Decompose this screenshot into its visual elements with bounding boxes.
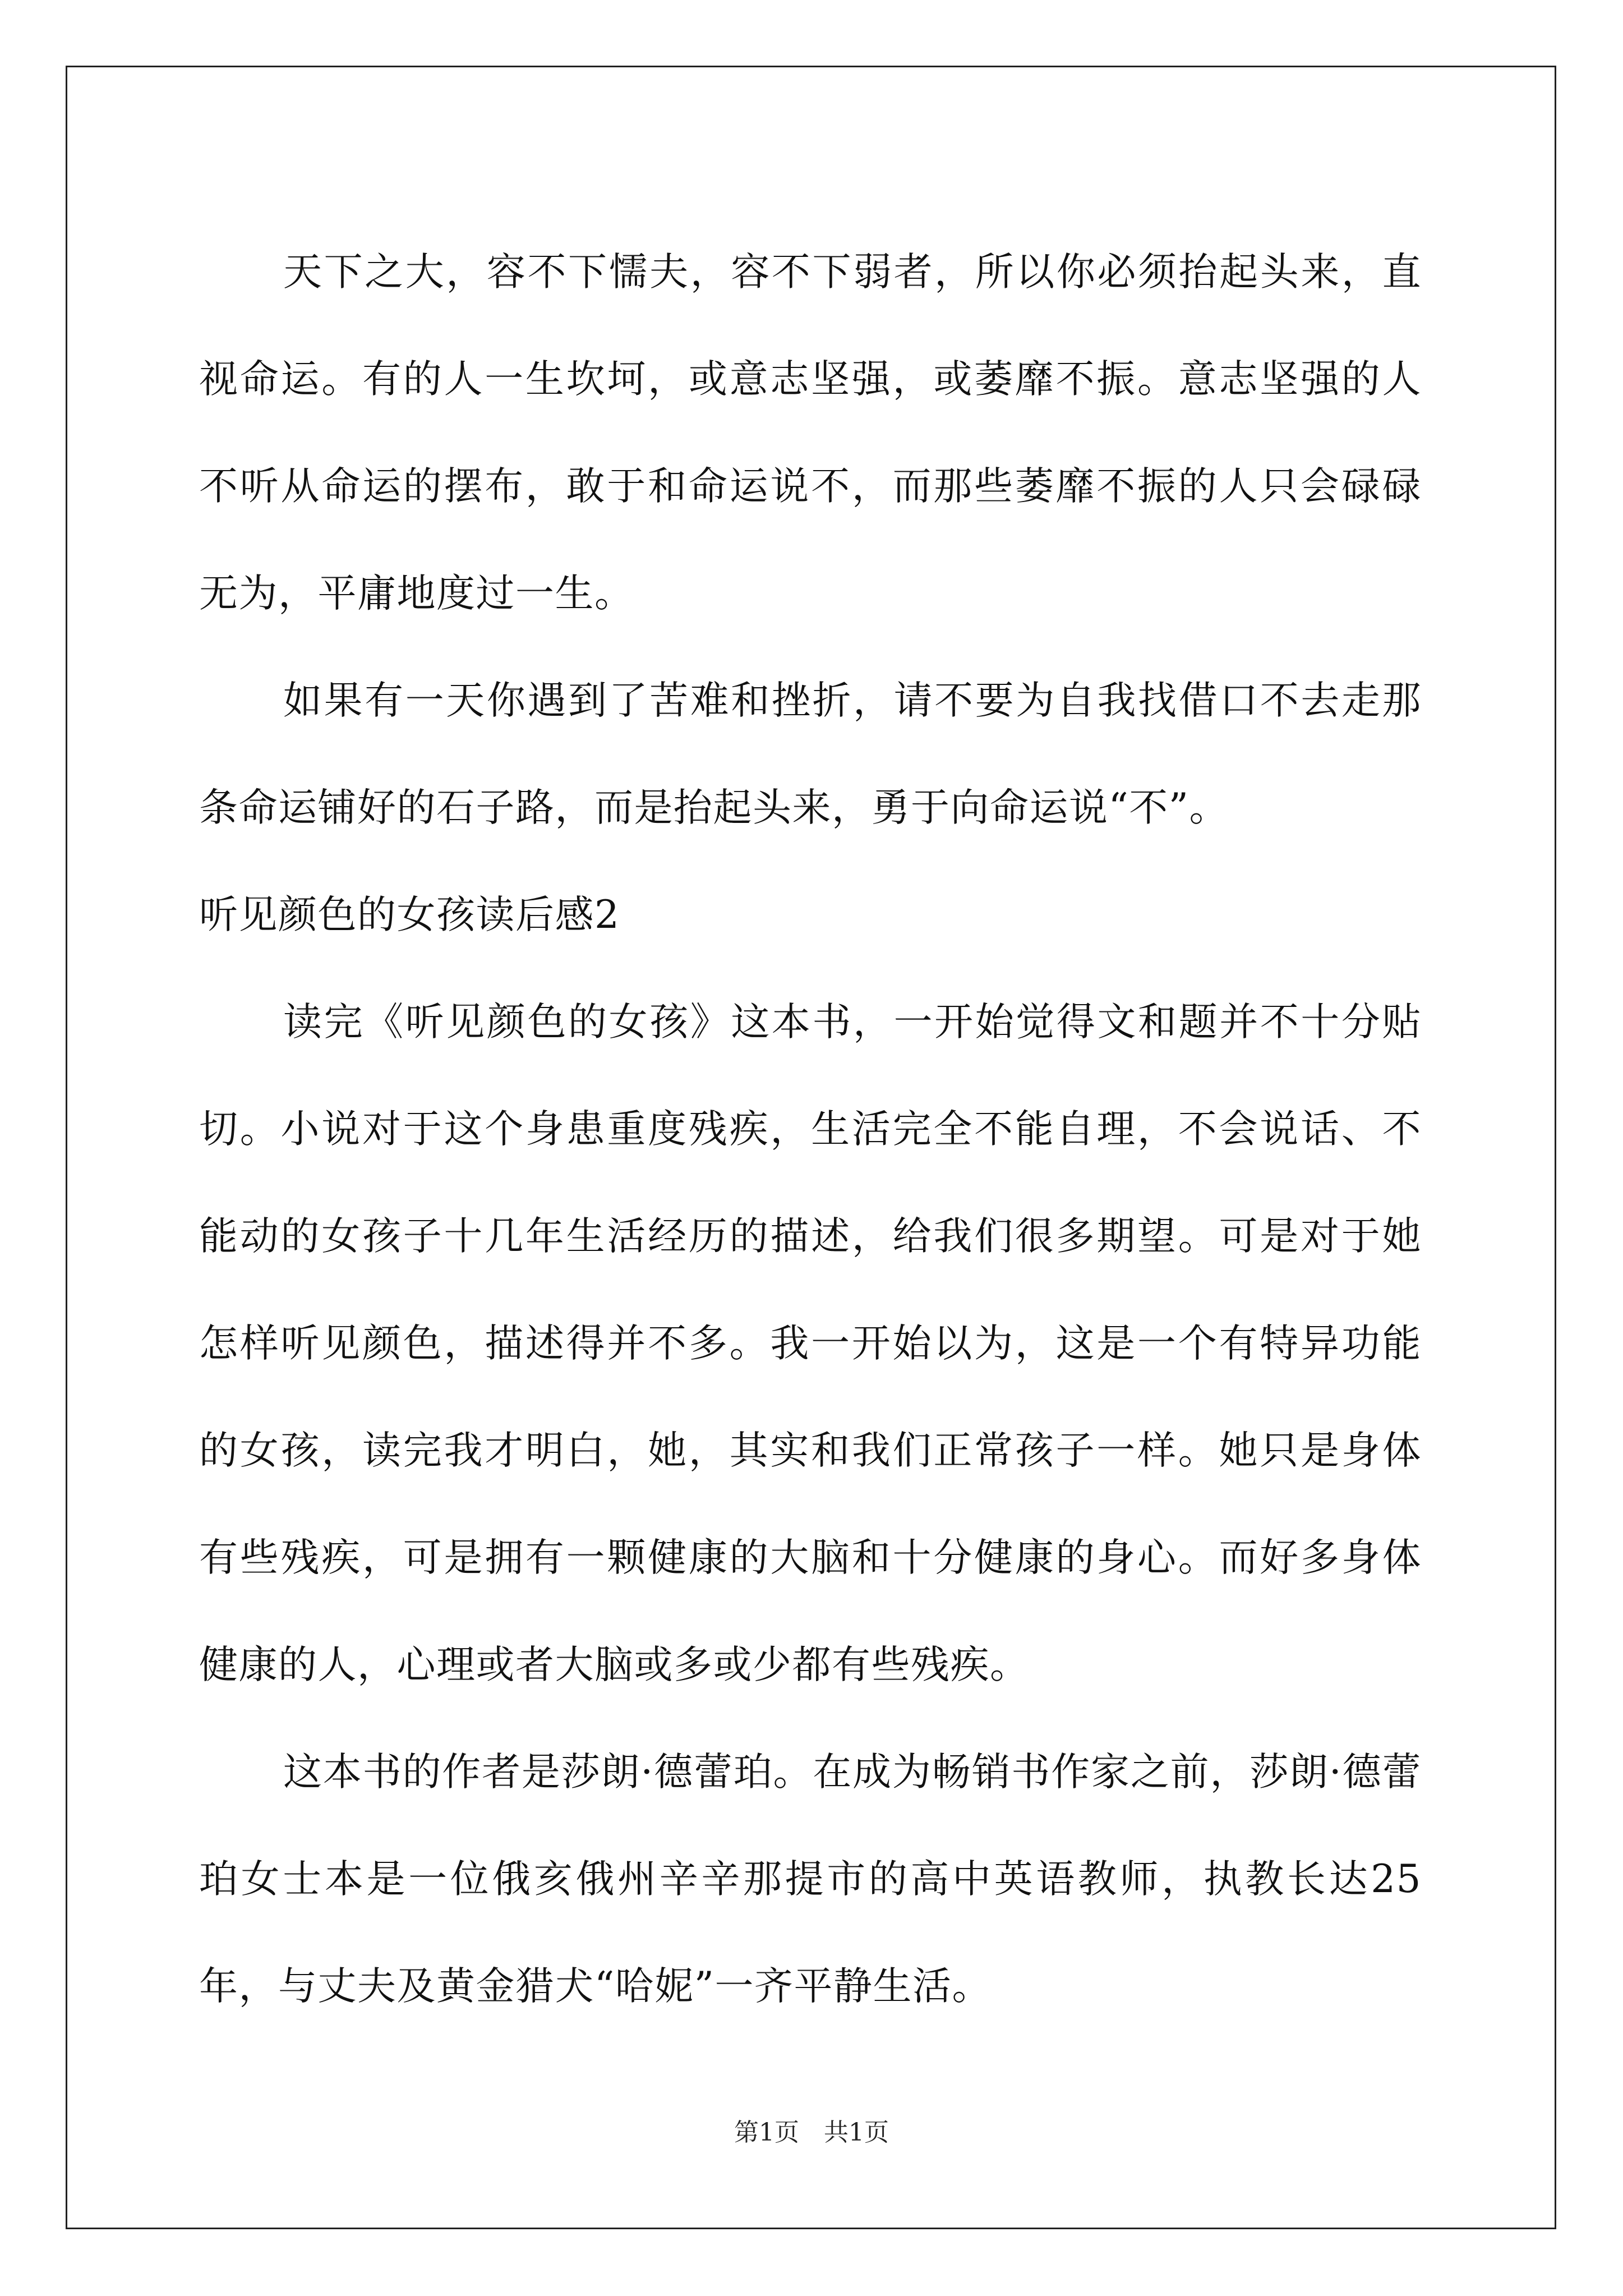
paragraph: 读完《听见颜色的女孩》这本书，一开始觉得文和题并不十分贴切。小说对于这个身患重度残疾，生活完全不能自理，不会说话、不能动的女孩子十几年生活经历的描述，给我们很多期望。可是对于她怎样听见颜色，描述得并不多。我一开始以为，这是一个有特异功能的女孩，读完我才明白，她，其实和我们正常孩子一样。她只是身体有些残疾，可是拥有一颗健康的大脑和十分健康的身心。而好多身体健康的人，心理或者大脑或多或少都有些残疾。 (199, 1000, 1422, 1687)
paragraph: 如果有一天你遇到了苦难和挫折，请不要为自我找借口不去走那条命运铺好的石子路，而是抬起头来，勇于向命运说“不”。 (199, 678, 1422, 830)
paragraph: 这本书的作者是莎朗·德蕾珀。在成为畅销书作家之前，莎朗·德蕾珀女士本是一位俄亥俄州辛辛那提市的高中英语教师，执教长达25年，与丈夫及黄金猎犬“哈妮”一齐平静生活。 (199, 1750, 1422, 2009)
section-heading: 听见颜色的女孩读后感2 (199, 892, 620, 937)
page-number-footer: 第1页 共1页 (734, 2118, 889, 2147)
paragraph: 天下之大，容不下懦夫，容不下弱者，所以你必须抬起头来，直视命运。有的人一生坎坷，或意志坚强，或萎靡不振。意志坚强的人不听从命运的摆布，敢于和命运说不，而那些萎靡不振的人只会碌碌无为，平庸地度过一生。 (199, 250, 1422, 616)
document-body (199, 219, 1422, 2040)
